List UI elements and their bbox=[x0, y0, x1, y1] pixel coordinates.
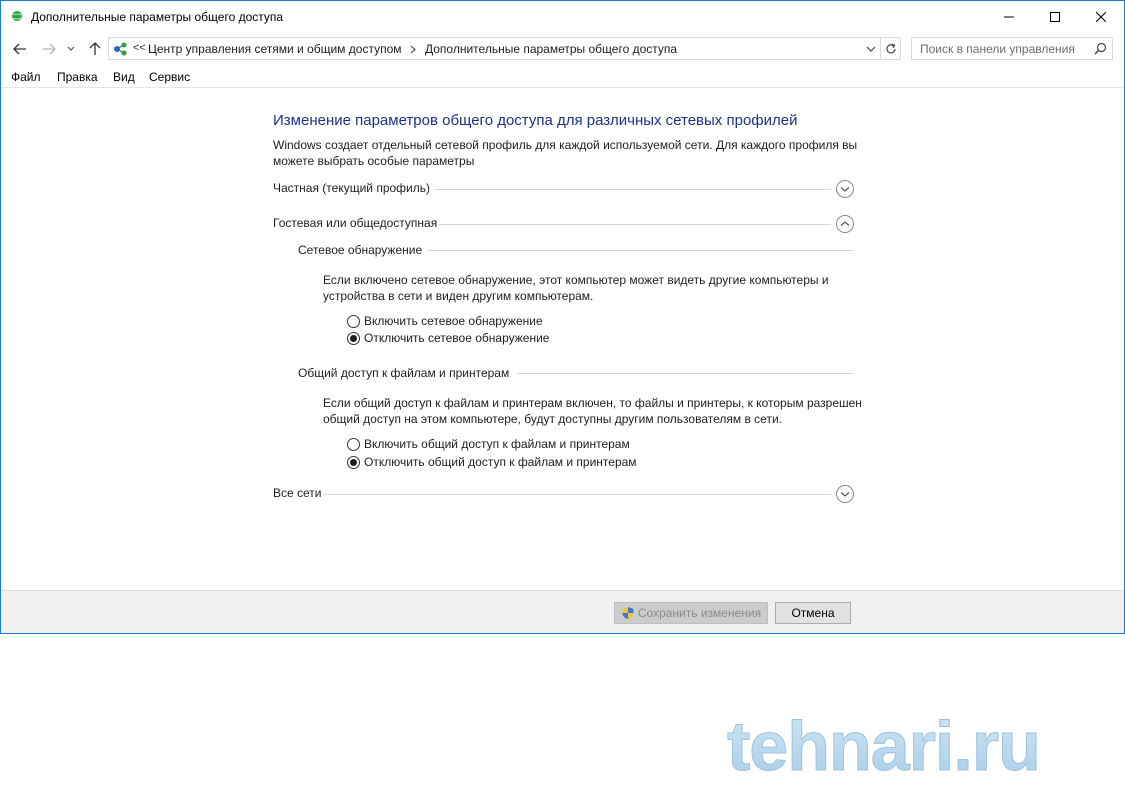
network-discovery-description: Если включено сетевое обнаружение, этот компьютер может видеть другие компьютеры и устройства в сети и виден другим компьютерам. bbox=[323, 273, 829, 303]
radio-disable-discovery[interactable] bbox=[347, 330, 549, 346]
profile-public-header[interactable] bbox=[273, 216, 855, 236]
radio-label[interactable]: Включить общий доступ к файлам и принтерам bbox=[364, 437, 630, 451]
profile-all-header[interactable] bbox=[273, 486, 855, 506]
radio-label[interactable]: Включить сетевое обнаружение bbox=[364, 314, 543, 328]
profile-private-label[interactable]: Частная (текущий профиль) bbox=[273, 181, 436, 195]
forward-button[interactable] bbox=[39, 39, 59, 59]
search-box[interactable] bbox=[911, 37, 1113, 60]
recent-locations-button[interactable] bbox=[64, 39, 78, 59]
save-button-label: Сохранить изменения bbox=[637, 606, 762, 620]
cancel-button[interactable]: Отмена bbox=[775, 602, 851, 624]
arrow-right-icon bbox=[42, 43, 56, 55]
arrow-up-icon bbox=[89, 42, 101, 56]
address-dropdown-icon[interactable] bbox=[865, 43, 877, 55]
profile-public-label[interactable]: Гостевая или общедоступная bbox=[273, 216, 443, 230]
address-bar[interactable] bbox=[108, 37, 881, 60]
watermark-logo bbox=[727, 708, 1087, 788]
file-sharing-header bbox=[298, 366, 853, 382]
search-input[interactable] bbox=[912, 38, 1092, 59]
divider bbox=[323, 494, 831, 495]
radio-label[interactable]: Отключить общий доступ к файлам и принтерам bbox=[364, 455, 637, 469]
radio-disable-file-sharing[interactable] bbox=[347, 454, 637, 470]
network-globe-icon bbox=[11, 10, 23, 22]
minimize-button[interactable] bbox=[986, 1, 1032, 32]
minimize-icon bbox=[1004, 12, 1014, 22]
expand-chevron-down-icon[interactable] bbox=[835, 484, 855, 504]
search-icon[interactable] bbox=[1094, 42, 1107, 55]
radio-enable-discovery[interactable] bbox=[347, 313, 543, 329]
divider bbox=[517, 373, 853, 374]
network-discovery-header bbox=[298, 243, 853, 259]
radio-button-checked[interactable] bbox=[347, 332, 360, 345]
radio-button[interactable] bbox=[347, 438, 360, 451]
address-row bbox=[1, 32, 1124, 65]
radio-enable-file-sharing[interactable] bbox=[347, 436, 630, 452]
refresh-button[interactable] bbox=[881, 37, 901, 60]
close-button[interactable] bbox=[1078, 1, 1124, 32]
save-changes-button[interactable] bbox=[614, 602, 768, 624]
radio-label[interactable]: Отключить сетевое обнаружение bbox=[364, 331, 550, 345]
profile-private-header[interactable] bbox=[273, 181, 855, 201]
divider bbox=[428, 250, 853, 251]
close-icon bbox=[1096, 12, 1106, 22]
collapse-chevron-up-icon[interactable] bbox=[835, 214, 855, 234]
maximize-icon bbox=[1050, 12, 1060, 22]
breadcrumb-advanced-sharing[interactable]: Дополнительные параметры общего доступа bbox=[425, 42, 678, 56]
menu-bar bbox=[1, 66, 1124, 88]
back-button[interactable] bbox=[10, 39, 30, 59]
radio-button[interactable] bbox=[347, 315, 360, 328]
window-title: Дополнительные параметры общего доступа bbox=[31, 10, 284, 24]
refresh-icon bbox=[885, 43, 897, 55]
title-bar bbox=[1, 1, 1124, 32]
chevron-right-icon bbox=[410, 45, 416, 54]
file-sharing-heading: Общий доступ к файлам и принтерам bbox=[298, 366, 510, 380]
watermark-text: tehnari.ru bbox=[727, 708, 1040, 785]
arrow-left-icon bbox=[13, 43, 27, 55]
network-icon bbox=[113, 42, 129, 56]
intro-text: Windows создает отдельный сетевой профиль для каждой используемой сети. Для каждого профиля вы можете выбрать особые параметры bbox=[273, 138, 858, 168]
maximize-button[interactable] bbox=[1032, 1, 1078, 32]
radio-button-checked[interactable] bbox=[347, 456, 360, 469]
breadcrumb-network-center[interactable]: Центр управления сетями и общим доступом bbox=[148, 42, 402, 56]
uac-shield-icon bbox=[621, 606, 635, 620]
page-title: Изменение параметров общего доступа для различных сетевых профилей bbox=[273, 112, 798, 129]
menu-file[interactable]: Файл bbox=[11, 70, 41, 84]
footer-bar bbox=[1, 590, 1124, 633]
profile-all-label[interactable]: Все сети bbox=[273, 486, 328, 500]
menu-tools[interactable]: Сервис bbox=[149, 70, 191, 84]
expand-chevron-down-icon[interactable] bbox=[835, 179, 855, 199]
menu-view[interactable]: Вид bbox=[113, 70, 135, 84]
chevron-down-icon bbox=[67, 46, 75, 52]
breadcrumb-overflow[interactable]: << bbox=[133, 42, 146, 54]
divider bbox=[439, 224, 831, 225]
file-sharing-description: Если общий доступ к файлам и принтерам включен, то файлы и принтеры, к которым разрешен общий доступ на этом компьютере, будут доступны другим пользователям в сети. bbox=[323, 396, 862, 426]
divider bbox=[435, 189, 831, 190]
network-discovery-heading: Сетевое обнаружение bbox=[298, 243, 423, 257]
menu-edit[interactable]: Правка bbox=[57, 70, 98, 84]
up-button[interactable] bbox=[85, 39, 105, 59]
